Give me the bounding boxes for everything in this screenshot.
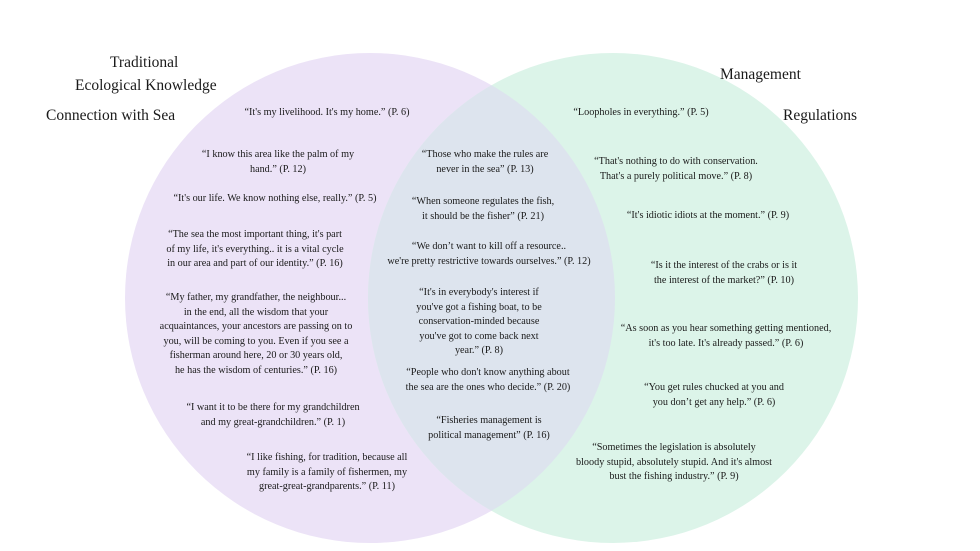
right-quote: “Loopholes in everything.” (P. 5) xyxy=(573,107,709,118)
center-quote: “When someone regulates the fish, it should be the fisher” (P. 21) xyxy=(411,196,555,222)
right-quote: “It's idiotic idiots at the moment.” (P. 9) xyxy=(626,210,790,221)
left-quote: “I know this area like the palm of my hand.” (P. 12) xyxy=(201,149,355,175)
right-quote: “You get rules chucked at you and you don’t get any help.” (P. 6) xyxy=(644,382,784,408)
label-ecological-knowledge: Ecological Knowledge xyxy=(75,77,217,94)
label-regulations: Regulations xyxy=(783,107,858,124)
label-connection-with-sea: Connection with Sea xyxy=(46,107,176,124)
right-quote: “As soon as you hear something getting mentioned, it's too late. It's already passed.” (P. 6) xyxy=(620,323,832,349)
label-management: Management xyxy=(720,66,801,83)
center-quote: “People who don't know anything about the sea are the ones who decide.” (P. 20) xyxy=(405,367,571,393)
center-quote: “Those who make the rules are never in the sea” (P. 13) xyxy=(421,149,549,175)
right-quote: “Is it the interest of the crabs or is it the interest of the market?” (P. 10) xyxy=(650,260,798,286)
right-quote: “Sometimes the legislation is absolutely bloody stupid, absolutely stupid. And it's almost bust the fishing industry.” (P. 9) xyxy=(576,442,772,482)
label-traditional: Traditional xyxy=(110,54,179,71)
left-quote: “I like fishing, for tradition, because all my family is a family of fishermen, my great-great-grandparents.” (P. 11) xyxy=(246,452,408,492)
left-quote: “My father, my grandfather, the neighbour... in the end, all the wisdom that your acquaintances, your ancestors are passing on to you, will be coming to you. Even if you see a fisherman around here, 20 or 30 years old, he has the wisdom of centuries.” (P. 16) xyxy=(159,292,353,376)
center-quote: “Fisheries management is political management” (P. 16) xyxy=(428,415,550,441)
left-quote: “The sea the most important thing, it's part of my life, it's everything.. it is a vital cycle in our area and part of our identity.” (P. 16) xyxy=(166,229,344,269)
left-quote: “It's our life. We know nothing else, really.” (P. 5) xyxy=(173,193,377,204)
left-quote: “I want it to be there for my grandchildren and my great-grandchildren.” (P. 1) xyxy=(186,402,360,428)
center-quote: “It's in everybody's interest if you've got a fishing boat, to be conservation-minded because you've got to come back next year.” (P. 8) xyxy=(416,287,542,356)
right-quote: “That's nothing to do with conservation. That's a purely political move.” (P. 8) xyxy=(594,156,758,182)
center-quote: “We don’t want to kill off a resource.. we're pretty restrictive towards ourselves.” (P. 12) xyxy=(387,241,591,267)
left-quote: “It's my livelihood. It's my home.” (P. 6) xyxy=(244,107,410,118)
